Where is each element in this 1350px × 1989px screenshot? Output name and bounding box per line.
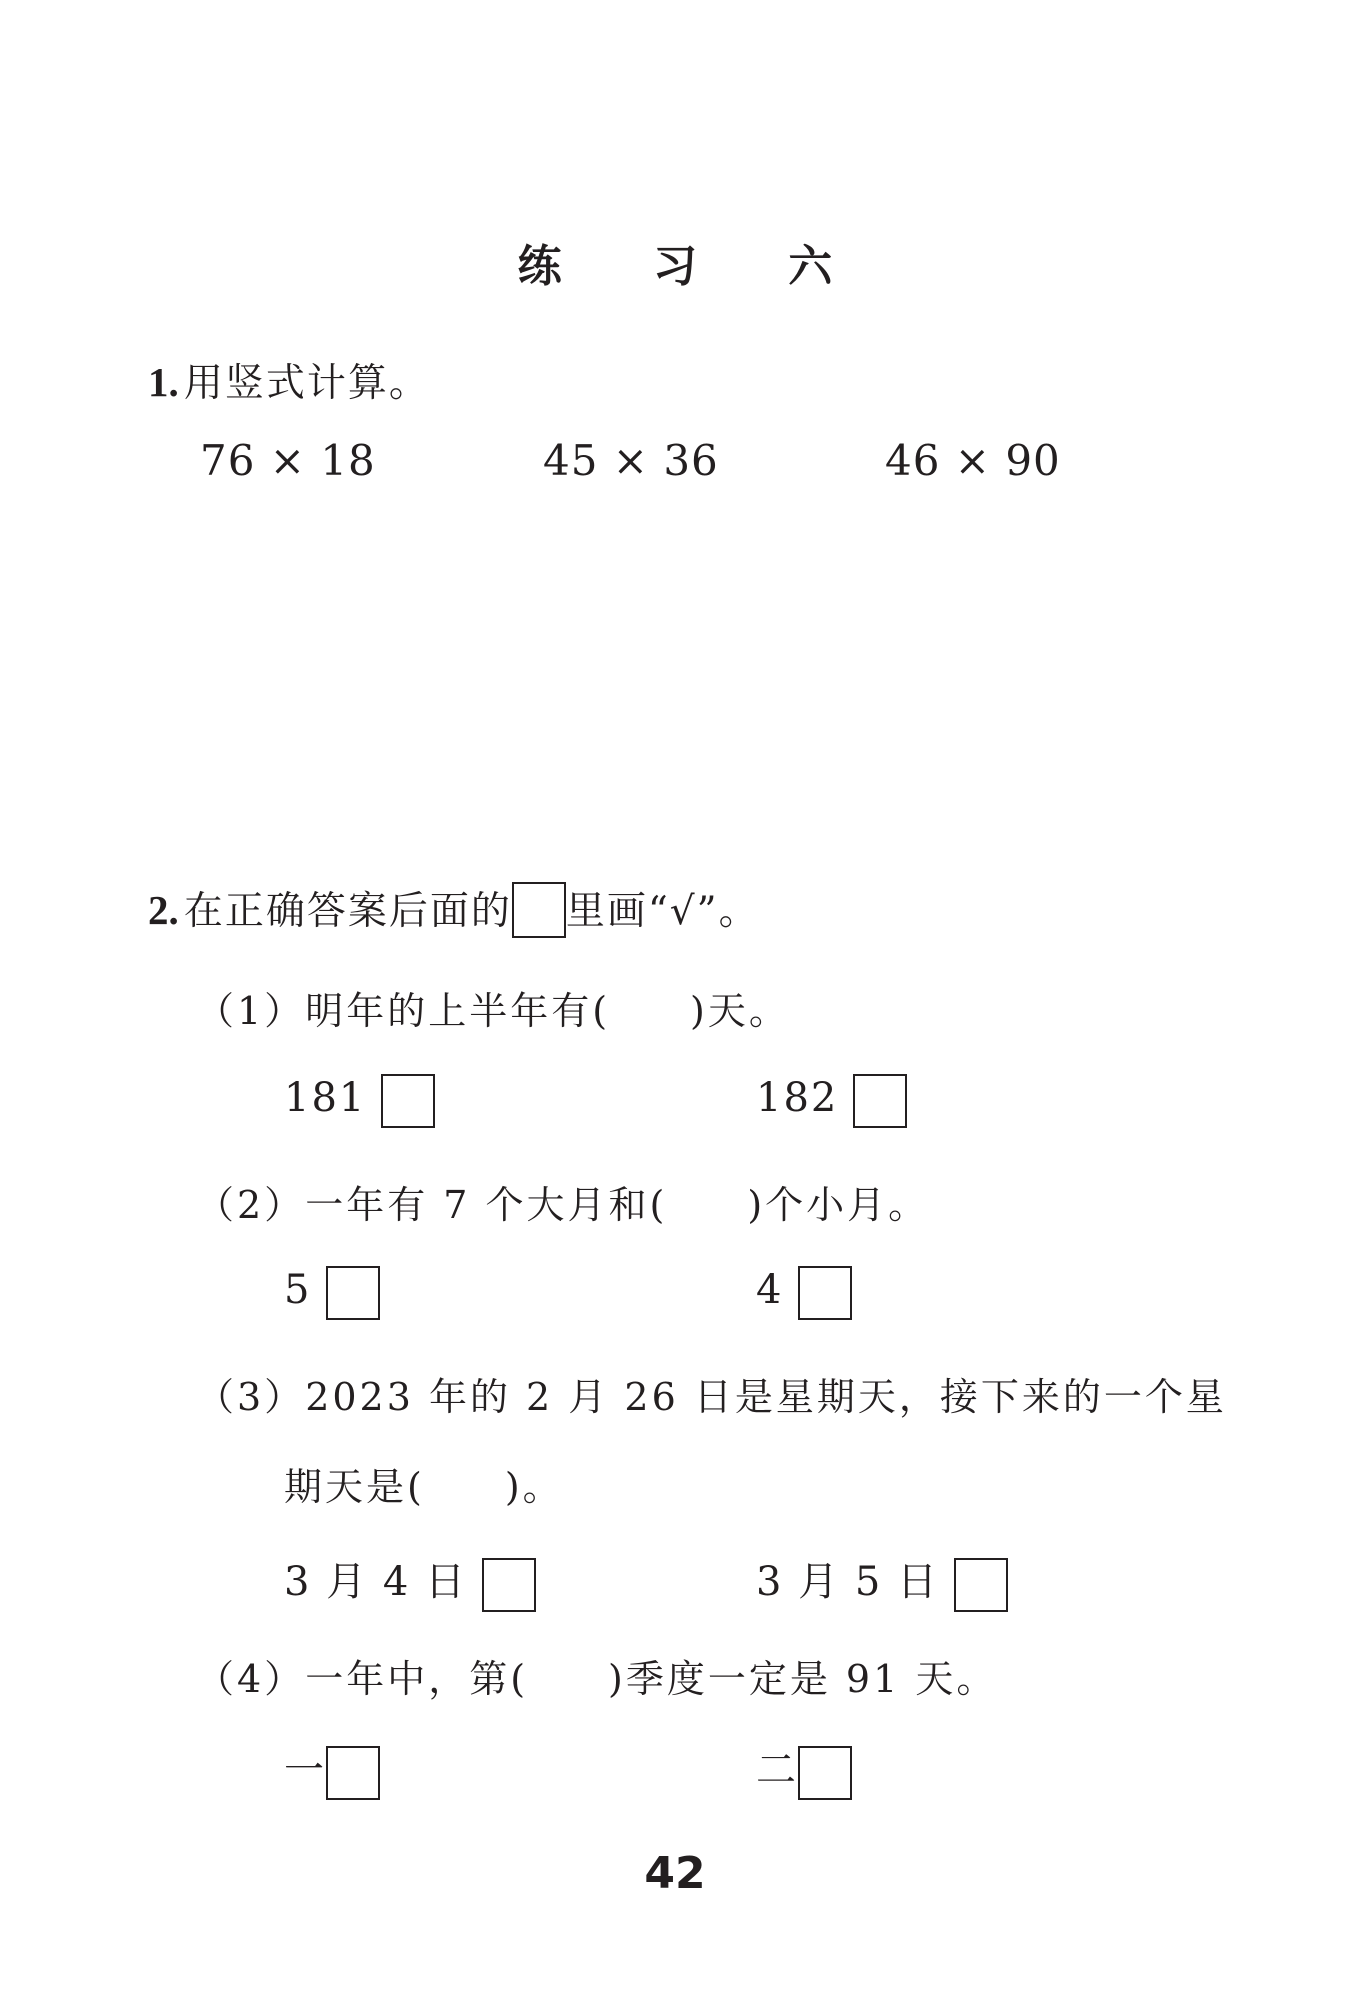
option-label: 3 月 5 日 xyxy=(756,1559,940,1605)
checkbox[interactable] xyxy=(326,1266,380,1320)
sub-label: （2） xyxy=(196,1183,306,1227)
question-1 xyxy=(148,352,430,408)
checkbox[interactable] xyxy=(326,1746,380,1800)
option-label: 5 xyxy=(284,1267,312,1313)
option-label: 3 月 4 日 xyxy=(284,1559,468,1605)
sub-text-after: )。 xyxy=(504,1465,564,1509)
option-4a xyxy=(284,1738,380,1800)
option-2a xyxy=(284,1266,380,1320)
sub-question-2 xyxy=(196,1174,929,1229)
sub-question-4 xyxy=(196,1648,997,1703)
page-number: 42 xyxy=(644,1848,706,1899)
option-1a xyxy=(284,1074,435,1128)
question-2 xyxy=(148,880,760,938)
expression-2: 45 × 36 xyxy=(543,436,719,485)
option-4b xyxy=(756,1738,852,1800)
option-3a xyxy=(284,1550,536,1612)
checkbox[interactable] xyxy=(381,1074,435,1128)
expression-3: 46 × 90 xyxy=(885,436,1061,485)
sub-text-after: )季度一定是 91 天。 xyxy=(608,1657,998,1701)
answer-box-sample xyxy=(512,882,566,938)
expression-1: 76 × 18 xyxy=(200,436,376,485)
checkbox[interactable] xyxy=(954,1558,1008,1612)
sub-question-3-line2 xyxy=(284,1456,564,1511)
question-number: 2. xyxy=(148,887,179,933)
page-title: 练 习 六 xyxy=(517,241,871,292)
sub-text-before: 期天是( xyxy=(284,1465,425,1509)
sub-label: （1） xyxy=(196,989,306,1033)
sub-question-1 xyxy=(196,980,790,1035)
checkbox[interactable] xyxy=(798,1266,852,1320)
option-label: 二 xyxy=(756,1747,798,1793)
question-prompt-after: 里画“√”。 xyxy=(565,889,760,934)
sub-text-after: )天。 xyxy=(690,989,790,1033)
option-label: 182 xyxy=(756,1075,839,1121)
sub-question-3 xyxy=(196,1366,1227,1421)
sub-label: （4） xyxy=(196,1657,306,1701)
sub-text-after: )个小月。 xyxy=(747,1183,930,1227)
sub-text-line1: 2023 年的 2 月 26 日是星期天，接下来的一个星 xyxy=(305,1375,1227,1419)
checkbox[interactable] xyxy=(482,1558,536,1612)
question-number: 1. xyxy=(148,359,179,405)
question-prompt-before: 在正确答案后面的 xyxy=(183,889,512,934)
option-label: 4 xyxy=(756,1267,784,1313)
option-3b xyxy=(756,1550,1008,1612)
question-prompt: 用竖式计算。 xyxy=(183,361,430,406)
option-label: 一 xyxy=(284,1747,326,1793)
option-2b xyxy=(756,1266,852,1320)
sub-text-before: 明年的上半年有( xyxy=(305,989,611,1033)
sub-text-before: 一年有 7 个大月和( xyxy=(305,1183,668,1227)
checkbox[interactable] xyxy=(853,1074,907,1128)
checkbox[interactable] xyxy=(798,1746,852,1800)
sub-text-before: 一年中，第( xyxy=(305,1657,529,1701)
option-1b xyxy=(756,1074,907,1128)
option-label: 181 xyxy=(284,1075,367,1121)
sub-label: （3） xyxy=(196,1375,306,1419)
